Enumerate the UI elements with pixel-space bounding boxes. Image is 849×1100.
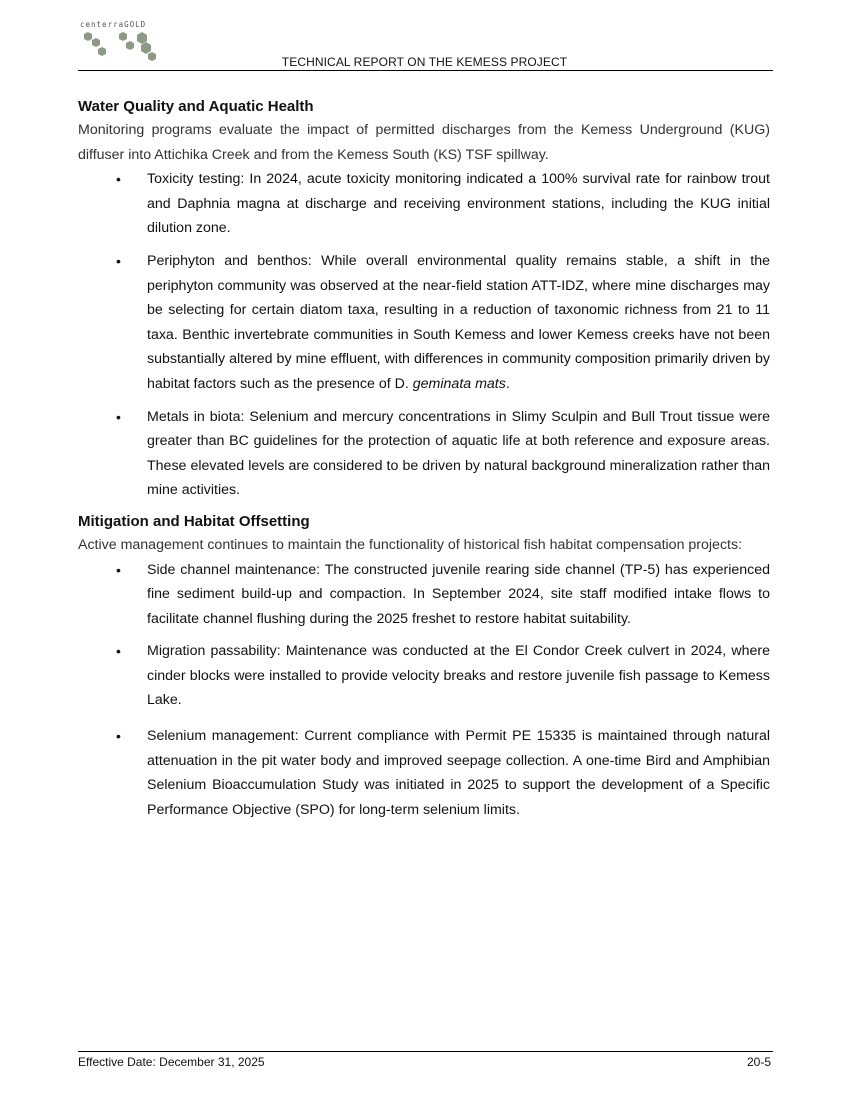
bullet-marker: • — [116, 643, 121, 660]
footer-divider — [78, 1051, 773, 1052]
list-item-text: Selenium management: Current compliance with Permit PE 15335 is maintained through natural attenuation in the pit water body and improved seepage collection. A one-time Bird and Amphibian Selenium Bioaccumulation Study was initiated in 2025 to support the development of a Specific Performance Objective (SPO) for long-term selenium limits. — [147, 728, 770, 818]
list-item — [78, 639, 770, 713]
section-intro-mitigation: Active management continues to maintain the functionality of historical fish habitat compensation projects: — [78, 536, 743, 553]
page-number: 20-5 — [746, 1055, 771, 1069]
section-heading-mitigation: Mitigation and Habitat Offsetting — [78, 512, 310, 530]
bullet-marker: • — [116, 408, 121, 425]
section-intro-water-quality: Monitoring programs evaluate the impact of permitted discharges from the Kemess Underground (KUG) diffuser into Attichika Creek and from the Kemess South (KS) TSF spillway. — [78, 122, 770, 163]
bullet-marker: • — [116, 561, 121, 578]
list-item-text: Side channel maintenance: The constructed juvenile rearing side channel (TP-5) has experienced fine sediment build-up and compaction. In September 2024, site staff modified intake flows to facilitate channel flushing during the 2025 freshet to restore habitat suitability. — [147, 561, 770, 627]
page-body — [78, 96, 770, 822]
list-item-text: Periphyton and benthos: While overall environmental quality remains stable, a shift in the periphyton community was observed at the near-field station ATT-IDZ, where mine discharges may be selecting for certain diatom taxa, resulting in a reduction of taxonomic richness from 21 to 11 taxa. Benthic invertebrate communities in South Kemess and lower Kemess creeks have not been substantially altered by mine effluent, with differences in community composition primarily driven by habitat factors such as the presence of D. — [147, 252, 770, 392]
section-heading-water-quality: Water Quality and Aquatic Health — [78, 98, 314, 115]
list-item-italic-text: geminata mats — [412, 375, 506, 392]
list-item-text: Toxicity testing: In 2024, acute toxicity monitoring indicated a 100% survival rate for rainbow trout and Daphnia magna at discharge and receiving environment stations, including the KUG initial dilution zone. — [147, 171, 770, 237]
report-header-title: TECHNICAL REPORT ON THE KEMESS PROJECT — [281, 55, 568, 69]
list-item-suffix: . — [505, 375, 510, 392]
list-item-text: Migration passability: Maintenance was conducted at the El Condor Creek culvert in 2024, where cinder blocks were installed to provide velocity breaks and restore juvenile fish passage to Kemess Lake. — [147, 643, 770, 709]
effective-date: Effective Date: December 31, 2025 — [78, 1055, 265, 1069]
list-item — [78, 167, 770, 241]
list-item — [78, 724, 770, 822]
list-item — [78, 558, 770, 632]
list-item — [78, 405, 770, 503]
bullet-marker: • — [116, 171, 121, 188]
bullet-marker: • — [116, 252, 121, 269]
header-divider — [78, 70, 773, 71]
logo-wordmark: centerraGOLD — [80, 20, 147, 29]
bullet-list-water-quality — [78, 167, 770, 503]
list-item-text: Metals in biota: Selenium and mercury concentrations in Slimy Sculpin and Bull Trout tissue were greater than BC guidelines for the protection of aquatic life at both reference and exposure areas. These elevated levels are considered to be driven by natural background mineralization rather than mine activities. — [147, 408, 770, 499]
list-item — [78, 249, 770, 397]
bullet-marker: • — [116, 728, 121, 745]
bullet-list-mitigation — [78, 558, 770, 823]
